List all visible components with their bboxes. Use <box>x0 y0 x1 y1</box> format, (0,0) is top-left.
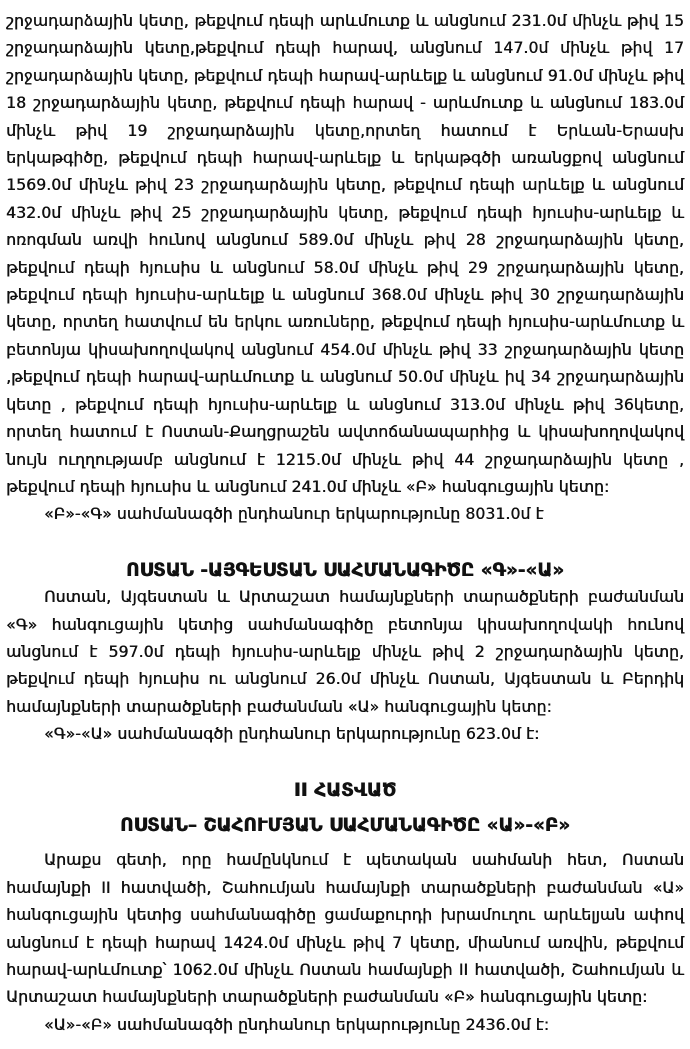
section-heading-ostan-aygestan-boundary: ՈՍՏԱՆ -ԱՅԳԵՍՏԱՆ ՍԱՀՄԱՆԱԳԻԾԸ «Գ»-«Ա» <box>125 559 565 581</box>
section-heading-part-ii: II ՀԱՏՎԱԾ <box>293 779 397 801</box>
boundary-g-a-total-length-line: «Գ»-«Ա» սահմանագծի ընդհանուր երկարությունը 623.0մ է: <box>44 725 540 744</box>
boundary-a-b-total-length-line: «Ա»-«Բ» սահմանագծի ընդհանուր երկարությունը 2436.0մ է: <box>44 1015 550 1034</box>
ostan-shahumyan-boundary-paragraph: Արաքս գետի, որը համընկնում է պետական սահմանի հետ, Ոստան համայնքի II հատվածի, Շահումյան համայնքի տարածքների բաժանման «Ա» հանգուցային կետից սահմանագիծը ցամաքուրդի խրամուղու արևելյան ափով անցնում է դեպի հարավ 1424.0մ մինչև թիվ 7 կետը, միանում առվին, թեքվում հարավ-արևմուտք՝ 1062.0մ մինչև Ոստան համայնքի II հատվածի, Շահումյան և Արտաշատ համայնքների տարածքների բաժանման «Բ» հանգուցային կետը: <box>6 851 684 1007</box>
boundary-description-continuation-paragraph: շրջադարձային կետը, թեքվում դեպի արևմուտք և անցնում 231.0մ մինչև թիվ 15 շրջադարձային կետը,թեքվում դեպի հարավ, անցնում 147.0մ մինչև թիվ 17 շրջադարձային կետը, թեքվում դեպի հարավ-արևելք և անցնում 91.0մ մինչև թիվ 18 շրջադարձային կետը, թեքվում դեպի հարավ - արևմուտք և անցնում 183.0մ մինչև թիվ 19 շրջադարձային կետը,որտեղ հատում է Երևան-Երասխ երկաթգիծը, թեքվում դեպի հարավ-արևելք և երկաթգծի առանցքով անցնում 1569.0մ մինչև թիվ 23 շրջադարձային կետը, թեքվում դեպի արևելք և անցնում 432.0մ մինչև թիվ 25 շրջադարձային կետը, թեքվում դեպի հյուսիս-արևելք և ոռոգման առվի հունով անցնում 589.0մ մինչև թիվ 28 շրջադարձային կետը, թեքվում դեպի հյուսիս և անցնում 58.0մ մինչև թիվ 29 շրջադարձային կետը, թեքվում դեպի հյուսիս-արևելք և անցնում 368.0մ մինչև թիվ 30 շրջադարձային կետը, որտեղ հատվում են երկու առուները, թեքվում դեպի հյուսիս-արևմուտք և բետոնյա կիսախողովակով անցնում 454.0մ մինչև թիվ 33 շրջադարձային կետը ,թեքվում դեպի հարավ-արևմուտք և անցնում 50.0մ մինչև իվ 34 շրջադարձային կետը , թեքվում դեպի հյուսիս-արևելք և անցնում 313.0մ մինչև թիվ 36կետը, որտեղ հատում է Ոստան-Քաղցրաշեն ավտոճանապարհից և կիսախողովակով նույն ուղղությամբ անցնում է 1215.0մ մինչև թիվ 44 շրջադարձային կետը , թեքվում դեպի հյուսիս և անցնում 241.0մ մինչև «Բ» հանգուցային կետը: <box>6 12 684 496</box>
section-heading-ostan-shahumyan-boundary: ՈՍՏԱՆ– ՇԱՀՈՒՄՅԱՆ ՍԱՀՄԱՆԱԳԻԾԸ «Ա»-«Բ» <box>119 814 571 836</box>
ostan-aygestan-boundary-paragraph: Ոստան, Այգեստան և Արտաշատ համայնքների տարածքների բաժանման «Գ» հանգուցային կետից սահմանագիծը բետոնյա կիսախողովակի հունով անցնում է 597.0մ դեպի հյուսիս-արևելք մինչև թիվ 2 շրջադարձային կետը, թեքվում դեպի հյուսիս ու անցնում 26.0մ մինչև Ոստան, Այգեստան և Բերդիկ համայնքների տարածքների բաժանման «Ա» հանգուցային կետը: <box>6 588 684 716</box>
boundary-b-g-total-length-line: «Բ»-«Գ» սահմանագծի ընդհանուր երկարությունը 8031.0մ է <box>44 505 544 524</box>
